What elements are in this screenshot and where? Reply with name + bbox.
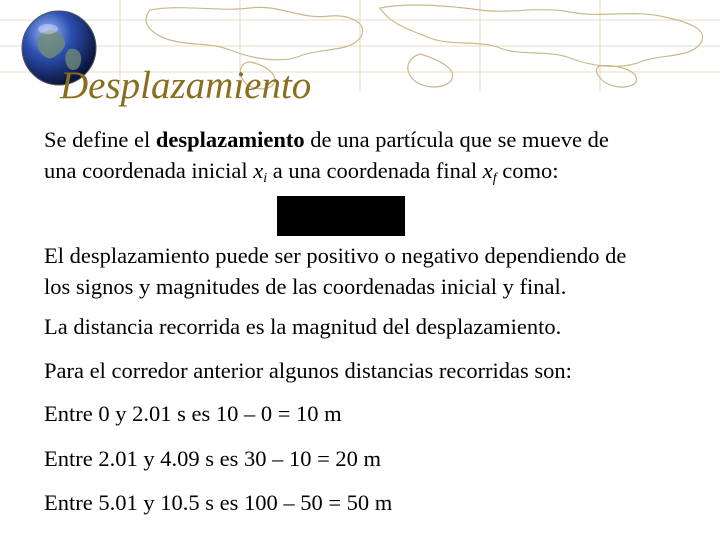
list-item: Entre 5.01 y 10.5 s es 100 – 50 = 50 m (44, 490, 393, 515)
intro-line-2: una coordenada inicial $x_i$ a una coordenada final $x_f$ como: (44, 158, 559, 186)
runner-paragraph: Para el corredor anterior algunos distancias recorridas son: (44, 358, 572, 383)
list-item: Entre 0 y 2.01 s es 10 – 0 = 10 m (44, 401, 342, 426)
slide-title: Desplazamiento (60, 64, 312, 107)
intro-paragraph (44, 124, 704, 186)
sign-line-2: los signos y magnitudes de las coordenadas inicial y final. (44, 274, 567, 299)
distance-paragraph: La distancia recorrida es la magnitud del desplazamiento. (44, 314, 562, 339)
sign-paragraph (44, 240, 704, 302)
formula-image (277, 196, 405, 236)
term-desplazamiento: desplazamiento (155, 127, 305, 152)
intro-line-1: Se define el desplazamiento de una partícula que se mueve de (44, 127, 609, 152)
list-item: Entre 2.01 y 4.09 s es 30 – 10 = 20 m (44, 446, 382, 471)
sign-line-1: El desplazamiento puede ser positivo o negativo dependiendo de (44, 243, 627, 268)
